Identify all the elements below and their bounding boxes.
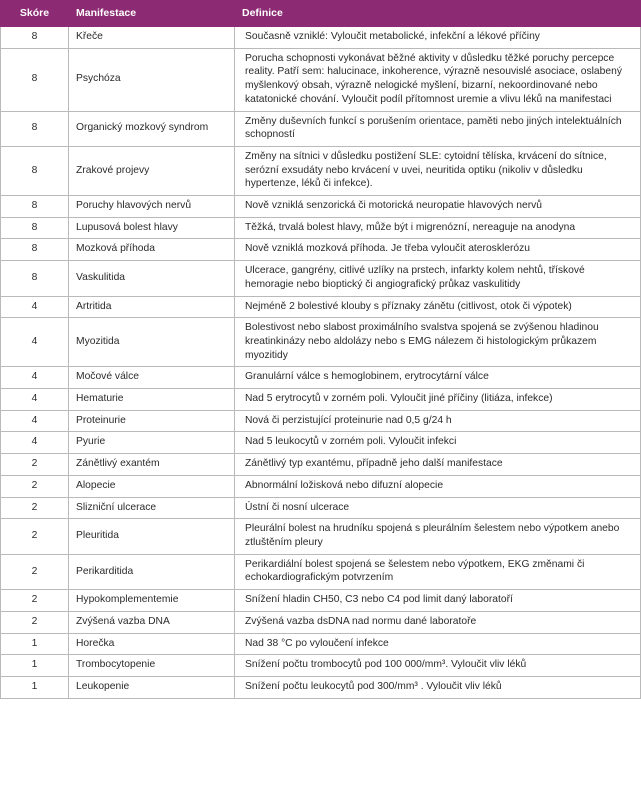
manifestation-cell: Mozková příhoda: [69, 239, 235, 261]
manifestation-cell: Psychóza: [69, 48, 235, 111]
definition-cell: Změny duševních funkcí s porušením orientace, paměti nebo jiných intelektuálních schopností: [235, 111, 641, 146]
table-header: [1, 1, 641, 27]
definition-cell: Abnormální ložisková nebo difuzní alopecie: [235, 475, 641, 497]
score-cell: 2: [1, 475, 69, 497]
table-row: [1, 611, 641, 633]
manifestation-cell: Alopecie: [69, 475, 235, 497]
score-cell: 4: [1, 410, 69, 432]
table-row: [1, 146, 641, 195]
definition-cell: Snížení počtu trombocytů pod 100 000/mm³. Vyloučit vliv léků: [235, 655, 641, 677]
manifestation-cell: Hypokomplementemie: [69, 590, 235, 612]
score-cell: 2: [1, 454, 69, 476]
table-row: [1, 217, 641, 239]
score-cell: 2: [1, 519, 69, 554]
table-row: [1, 497, 641, 519]
definition-cell: Perikardiální bolest spojená se šelestem nebo výpotkem, EKG změnami či echokardiografickým potvrzením: [235, 554, 641, 589]
table-row: [1, 111, 641, 146]
definition-cell: Změny na sítnici v důsledku postižení SLE: cytoidní tělíska, krvácení do sítnice, serózní exsudáty nebo krvácení v uvei, neuritida optiku (nikoliv v důsledku hypertenze, léků či infekce).: [235, 146, 641, 195]
definition-cell: Snížení počtu leukocytů pod 300/mm³ . Vyloučit vliv léků: [235, 676, 641, 698]
header-manifestation: Manifestace: [69, 1, 235, 27]
table-body: [1, 27, 641, 699]
manifestation-cell: Křeče: [69, 27, 235, 49]
definition-cell: Snížení hladin CH50, C3 nebo C4 pod limit daný laboratoří: [235, 590, 641, 612]
score-cell: 1: [1, 633, 69, 655]
manifestation-cell: Zánětlivý exantém: [69, 454, 235, 476]
table-row: [1, 633, 641, 655]
manifestation-cell: Proteinurie: [69, 410, 235, 432]
table-row: [1, 48, 641, 111]
table-row: [1, 389, 641, 411]
manifestation-cell: Perikarditida: [69, 554, 235, 589]
definition-cell: Bolestivost nebo slabost proximálního svalstva spojená se zvýšenou hladinou kreatinkinázy nebo aldolázy nebo s EMG nálezem či histologickým průkazem myozitidy: [235, 318, 641, 367]
definition-cell: Nad 5 erytrocytů v zorném poli. Vyloučit jiné příčiny (litiáza, infekce): [235, 389, 641, 411]
manifestation-cell: Trombocytopenie: [69, 655, 235, 677]
score-cell: 8: [1, 48, 69, 111]
definition-cell: Zvýšená vazba dsDNA nad normu dané laboratoře: [235, 611, 641, 633]
definition-cell: Zánětlivý typ exantému, případně jeho další manifestace: [235, 454, 641, 476]
header-definition: Definice: [235, 1, 641, 27]
definition-cell: Nad 38 °C po vyloučení infekce: [235, 633, 641, 655]
manifestation-cell: Horečka: [69, 633, 235, 655]
manifestation-cell: Myozitida: [69, 318, 235, 367]
definition-cell: Těžká, trvalá bolest hlavy, může být i migrenózní, nereaguje na anodyna: [235, 217, 641, 239]
table-row: [1, 519, 641, 554]
definition-cell: Nejméně 2 bolestivé klouby s příznaky zánětu (citlivost, otok či výpotek): [235, 296, 641, 318]
definition-cell: Nově vzniklá mozková příhoda. Je třeba vyloučit aterosklerózu: [235, 239, 641, 261]
definition-cell: Granulární válce s hemoglobinem, erytrocytární válce: [235, 367, 641, 389]
score-cell: 4: [1, 318, 69, 367]
table-row: [1, 410, 641, 432]
table-row: [1, 454, 641, 476]
score-cell: 4: [1, 389, 69, 411]
manifestation-cell: Pyurie: [69, 432, 235, 454]
score-cell: 8: [1, 27, 69, 49]
score-cell: 1: [1, 655, 69, 677]
score-cell: 8: [1, 217, 69, 239]
manifestation-cell: Vaskulitida: [69, 261, 235, 296]
manifestation-cell: Pleuritida: [69, 519, 235, 554]
header-row: [1, 1, 641, 27]
manifestation-cell: Slizniční ulcerace: [69, 497, 235, 519]
definition-cell: Nad 5 leukocytů v zorném poli. Vyloučit infekci: [235, 432, 641, 454]
definition-cell: Ulcerace, gangrény, citlivé uzlíky na prstech, infarkty kolem nehtů, třískové hemoragie nebo bioptický či angiografický průkaz vaskulitidy: [235, 261, 641, 296]
header-score: Skóre: [1, 1, 69, 27]
table-row: [1, 655, 641, 677]
manifestation-cell: Artritida: [69, 296, 235, 318]
manifestation-cell: Močové válce: [69, 367, 235, 389]
table-row: [1, 239, 641, 261]
table-row: [1, 554, 641, 589]
table-row: [1, 196, 641, 218]
table-row: [1, 27, 641, 49]
manifestation-cell: Hematurie: [69, 389, 235, 411]
score-cell: 8: [1, 146, 69, 195]
manifestation-cell: Zvýšená vazba DNA: [69, 611, 235, 633]
score-cell: 1: [1, 676, 69, 698]
definition-cell: Ústní či nosní ulcerace: [235, 497, 641, 519]
table-row: [1, 318, 641, 367]
manifestation-cell: Lupusová bolest hlavy: [69, 217, 235, 239]
table-row: [1, 590, 641, 612]
manifestation-cell: Poruchy hlavových nervů: [69, 196, 235, 218]
definition-cell: Porucha schopnosti vykonávat běžné aktivity v důsledku těžké poruchy percepce reality. Patří sem: halucinace, inkoherence, výrazně nesouvislé asociace, oslabený myšlenkový obsah, výrazně nelogické myšlení, bizarní, nekoordinované nebo katatonické chování. Vyloučit podíl přítomnost uremie a vlivu léků na manifestaci: [235, 48, 641, 111]
table-row: [1, 367, 641, 389]
score-cell: 8: [1, 111, 69, 146]
manifestation-cell: Organický mozkový syndrom: [69, 111, 235, 146]
manifestation-cell: Zrakové projevy: [69, 146, 235, 195]
table-row: [1, 676, 641, 698]
score-cell: 8: [1, 261, 69, 296]
definition-cell: Nová či perzistující proteinurie nad 0,5 g/24 h: [235, 410, 641, 432]
table-row: [1, 432, 641, 454]
table-row: [1, 475, 641, 497]
definition-cell: Současně vzniklé: Vyloučit metabolické, infekční a lékové příčiny: [235, 27, 641, 49]
definition-cell: Nově vzniklá senzorická či motorická neuropatie hlavových nervů: [235, 196, 641, 218]
manifestation-cell: Leukopenie: [69, 676, 235, 698]
table-row: [1, 261, 641, 296]
score-cell: 2: [1, 497, 69, 519]
definition-cell: Pleurální bolest na hrudníku spojená s pleurálním šelestem nebo výpotkem anebo ztluštěním pleury: [235, 519, 641, 554]
score-cell: 4: [1, 296, 69, 318]
score-cell: 2: [1, 611, 69, 633]
score-cell: 2: [1, 590, 69, 612]
score-cell: 4: [1, 432, 69, 454]
table-row: [1, 296, 641, 318]
score-cell: 2: [1, 554, 69, 589]
score-cell: 8: [1, 239, 69, 261]
score-cell: 8: [1, 196, 69, 218]
score-cell: 4: [1, 367, 69, 389]
